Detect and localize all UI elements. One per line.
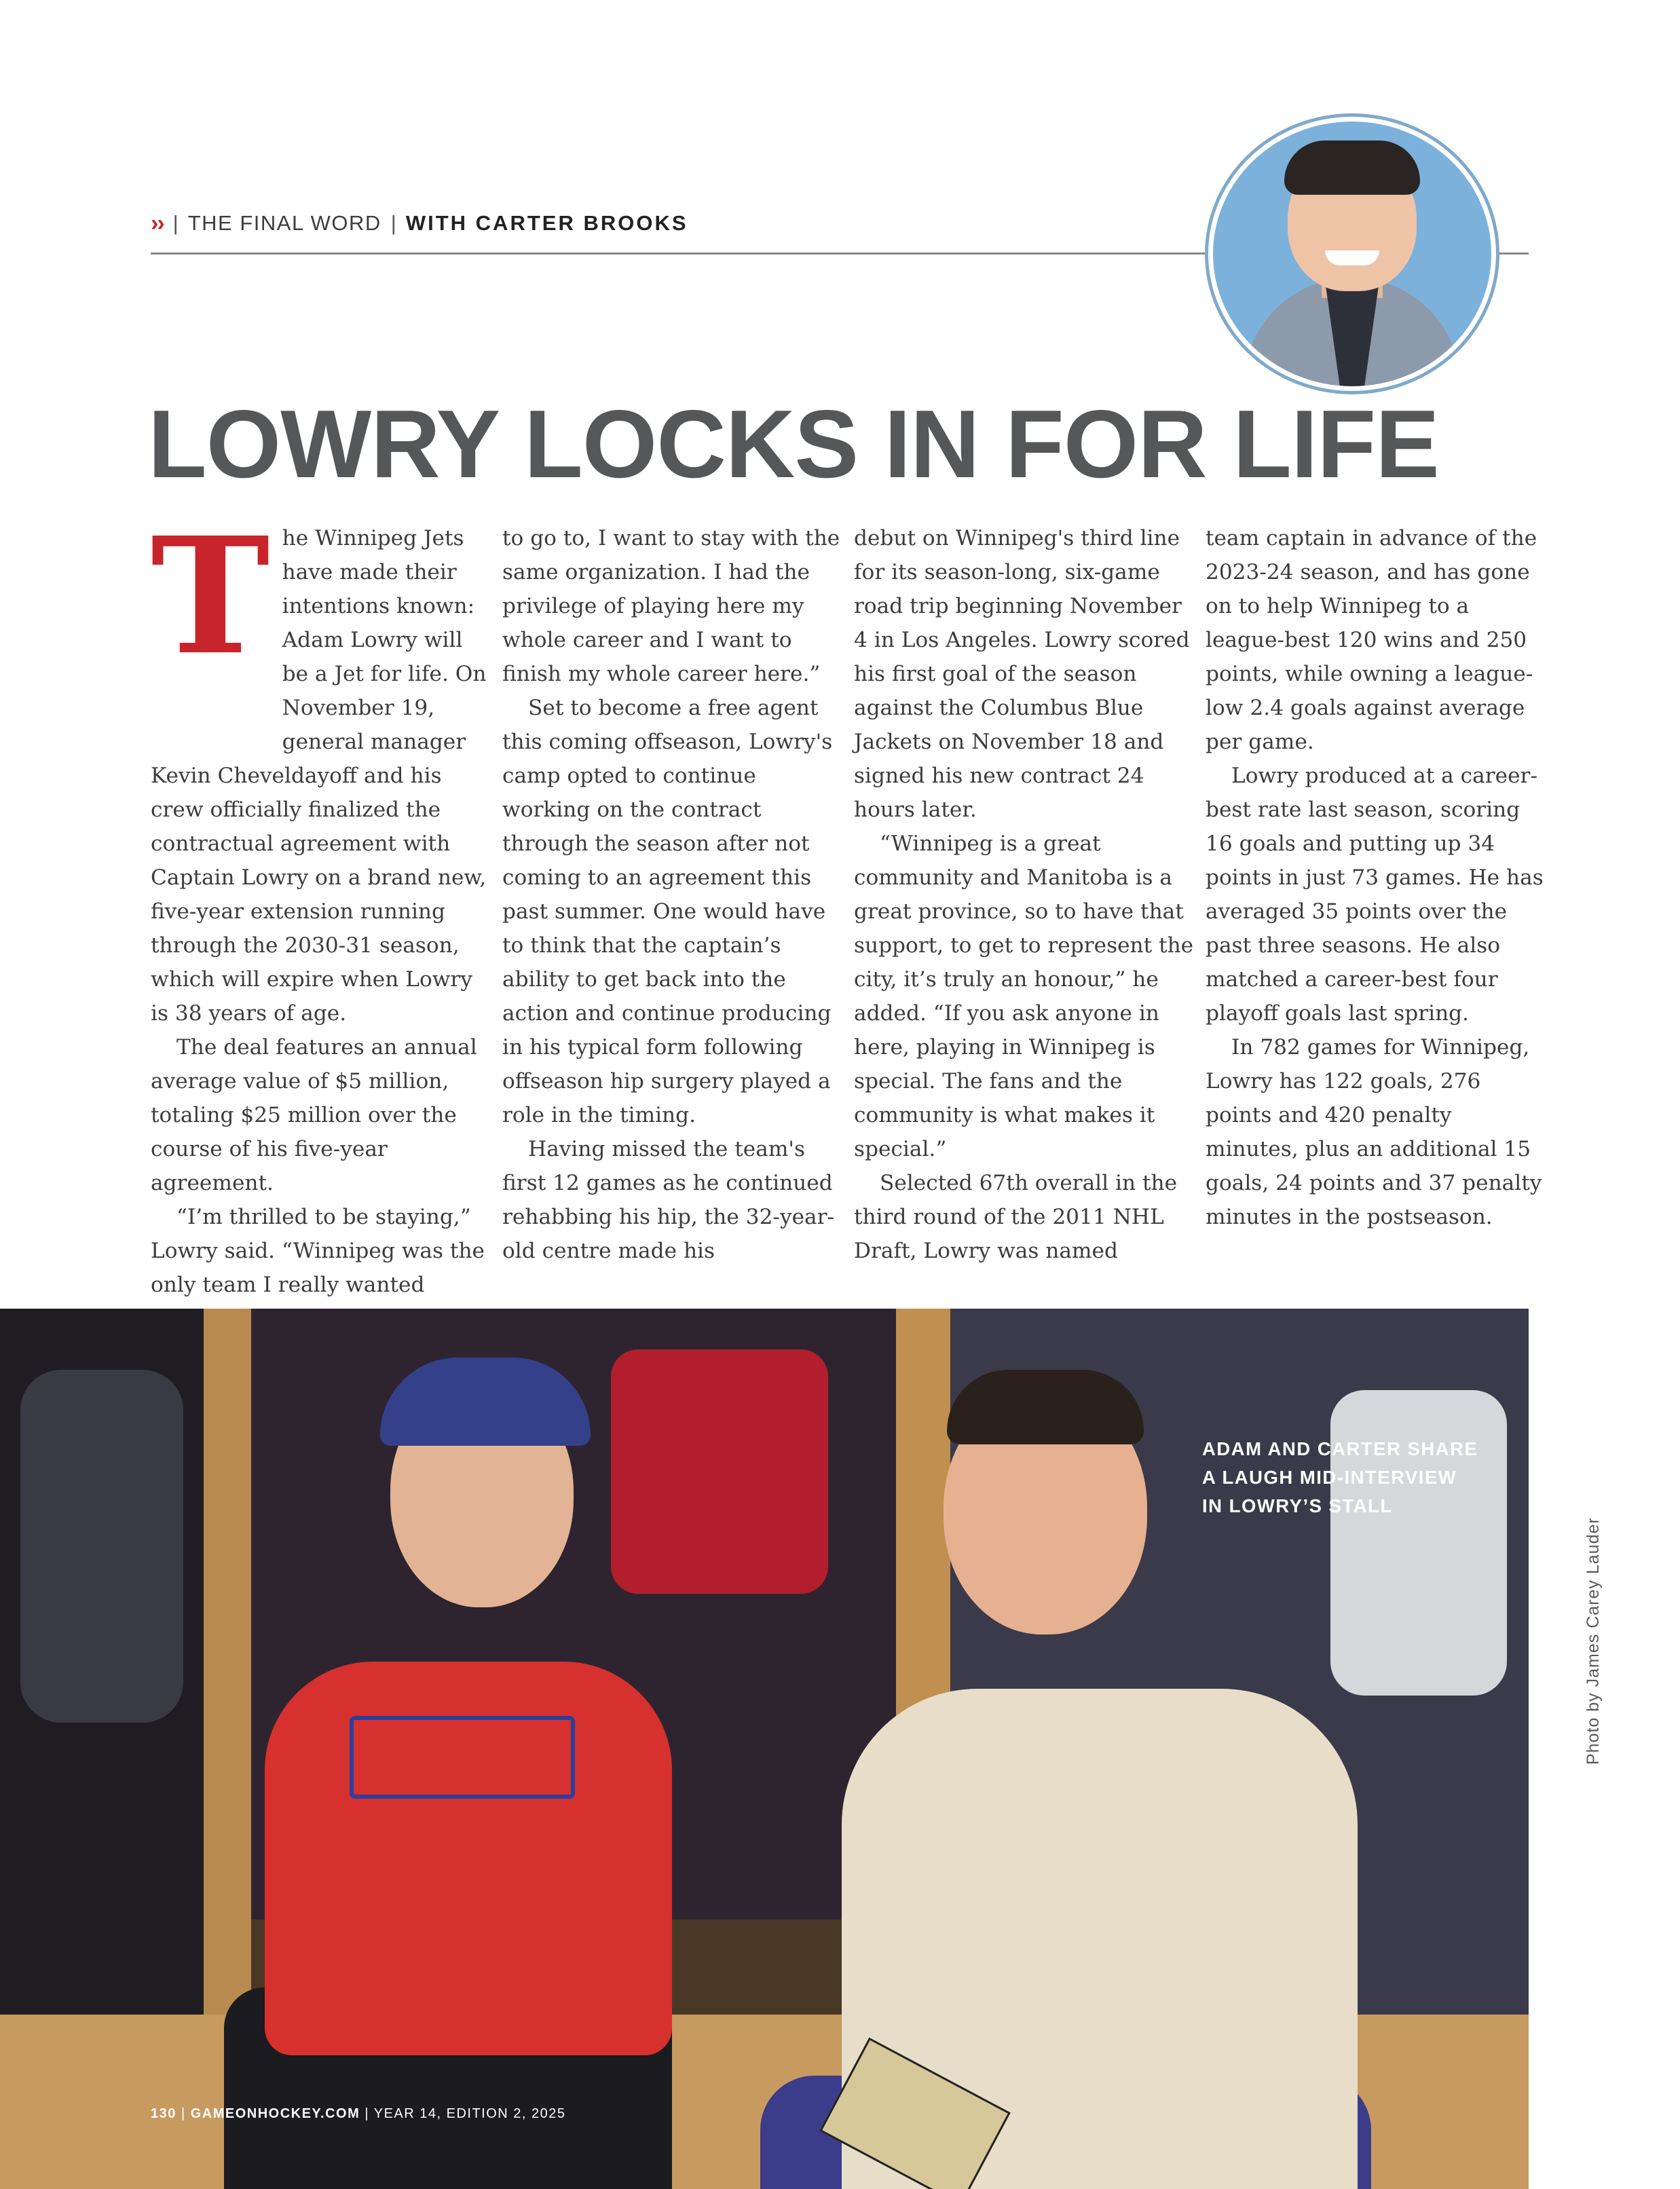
article-paragraph: Having missed the team's first 12 games as he continued rehabbing his hip, the 32-year-old centre made his	[502, 1137, 835, 1263]
section-header	[151, 210, 850, 237]
article-column-2	[502, 521, 845, 1268]
page-footer	[151, 2106, 566, 2122]
article-paragraph: team captain in advance of the 2023-24 season, and has gone on to help Winnipeg to a league-best 120 wins and 250 points, while owning a league-low 2.4 goals against average per game.	[1206, 526, 1537, 754]
portrait-smile	[1325, 250, 1379, 265]
footer-site: GAMEONHOCKEY.COM	[190, 2106, 360, 2121]
caption-line: IN LOWRY’S STALL	[1202, 1495, 1393, 1516]
article-paragraph: Set to become a free agent this coming offseason, Lowry's camp opted to continue working on the contract through the season after not coming to an agreement this past summer. One would have to think that the captain’s ability to get back into the action and continue producing in his typical form following offseason hip surgery played a role in the timing.	[502, 696, 833, 1127]
jersey-logo	[350, 1716, 575, 1799]
article-paragraph: Lowry produced at a career-best rate last season, scoring 16 goals and putting up 34 points in just 73 games. He has averaged 35 points over the past three seasons. He also matched a career-best four playoff goals last spring.	[1206, 764, 1544, 1026]
article-paragraph: In 782 games for Winnipeg, Lowry has 122 goals, 276 points and 420 penalty minutes, plus an additional 15 goals, 24 points and 37 penalty minutes in the postseason.	[1206, 1035, 1542, 1229]
article-paragraph: Selected 67th overall in the third round of the 2011 NHL Draft, Lowry was named	[854, 1171, 1178, 1263]
caption-line: ADAM AND CARTER SHARE	[1202, 1438, 1478, 1459]
article-paragraph: debut on Winnipeg's third line for its season-long, six-game road trip beginning November 4 in Los Angeles. Lowry scored his first goal of the season against the Columbus Blue Jackets on November 18 and signed his new contract 24 hours later.	[854, 526, 1190, 822]
footer-divider: |	[181, 2106, 191, 2121]
page-number: 130	[151, 2106, 176, 2121]
article-paragraph: to go to, I want to stay with the same organization. I had the privilege of playing here my whole career and I want to finish my whole career here.”	[502, 526, 840, 686]
article-column-1	[151, 502, 493, 1302]
section-title: THE FINAL WORD	[187, 211, 381, 235]
photo-hanging-gear	[611, 1349, 828, 1594]
drop-cap: T	[151, 502, 270, 690]
article-paragraph: The deal features an annual average value of $5 million, totaling $25 million over the course of his five-year agreement.	[151, 1035, 477, 1195]
article-paragraph: The Winnipeg Jets have made their intentions known: Adam Lowry will be a Jet for life. On November 19, general manager Kevin Cheveldayoff and his crew officially finalized the contractual agreement with Captain Lowry on a brand new, five-year extension running through the 2030-31 season, which will expire when Lowry is 38 years of age.	[151, 502, 487, 1026]
photo-caption	[1202, 1435, 1487, 1520]
caption-line: A LAUGH MID-INTERVIEW	[1202, 1467, 1457, 1488]
headline: LOWRY LOCKS IN FOR LIFE	[148, 390, 1439, 498]
interviewer-hair	[947, 1370, 1144, 1444]
chevron-right-icon: ››	[151, 210, 164, 236]
portrait-hair	[1284, 141, 1420, 195]
photo-credit: Photo by James Carey Lauder	[1584, 1517, 1603, 1765]
photo-hanging-gear	[20, 1370, 183, 1723]
author-portrait	[1208, 117, 1496, 391]
header-divider: |	[390, 211, 396, 235]
article-column-3	[854, 521, 1197, 1268]
footer-edition: YEAR 14, EDITION 2, 2025	[373, 2106, 566, 2121]
article-column-4	[1206, 521, 1548, 1234]
article-paragraph: “Winnipeg is a great community and Manitoba is a great province, so to have that support, to get to represent the city, it’s truly an honour,” he added. “If you ask anyone in here, playing in Winnipeg is special. The fans and the community is what makes it special.”	[854, 831, 1194, 1161]
footer-divider: |	[365, 2106, 374, 2121]
byline: WITH CARTER BROOKS	[405, 211, 688, 235]
header-divider: |	[172, 211, 179, 235]
article-paragraph: “I’m thrilled to be staying,” Lowry said. “Winnipeg was the only team I really wanted	[151, 1205, 485, 1297]
